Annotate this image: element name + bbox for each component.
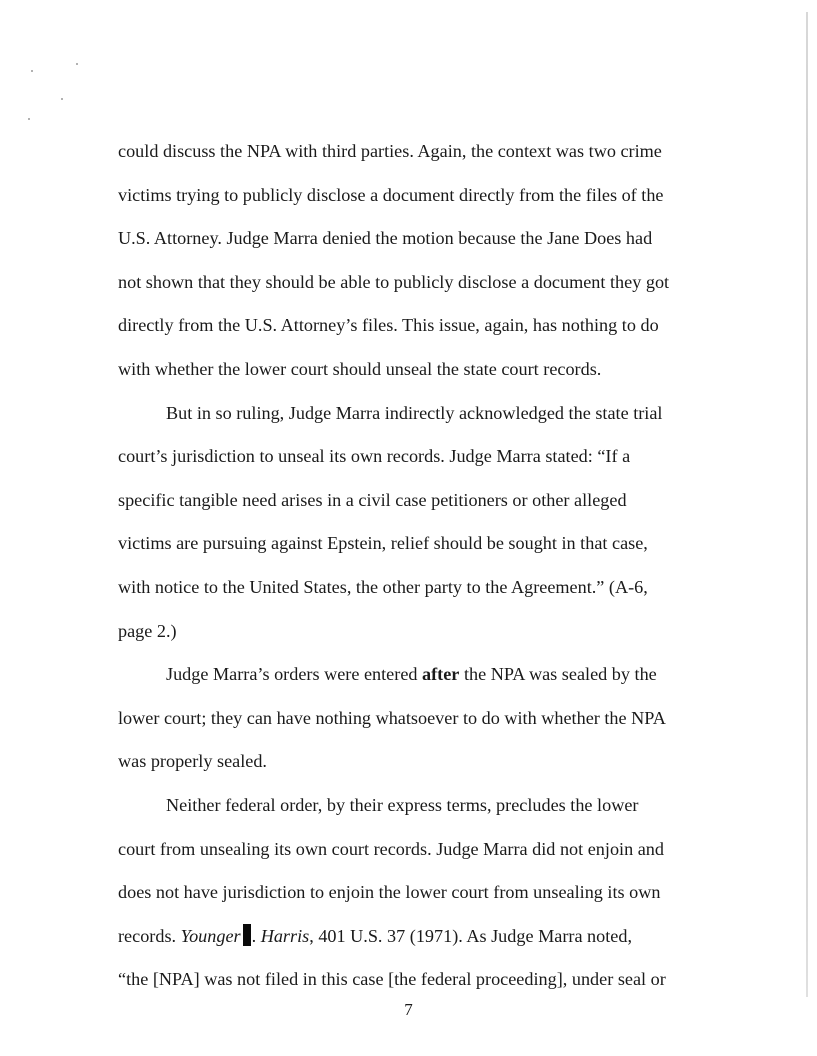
text-line <box>118 915 738 959</box>
text-line: lower court; they can have nothing whatsoever to do with whether the NPA <box>118 707 666 728</box>
text-line: was properly sealed. <box>118 751 267 772</box>
text-run: , 401 U.S. 37 (1971). As Judge Marra noted, <box>309 925 633 946</box>
text-line: does not have jurisdiction to enjoin the lower court from unsealing its own <box>118 882 661 903</box>
text-line: with whether the lower court should unseal the state court records. <box>118 358 602 379</box>
text-line: court from unsealing its own court records. Judge Marra did not enjoin and <box>118 838 664 859</box>
text-line: court’s jurisdiction to unseal its own records. Judge Marra stated: “If a <box>118 446 631 467</box>
text-line: with notice to the United States, the other party to the Agreement.” (A-6, <box>118 576 648 597</box>
text-line: victims are pursuing against Epstein, relief should be sought in that case, <box>118 533 648 554</box>
text-run: Judge Marra’s orders were entered <box>166 664 423 685</box>
text-line <box>118 653 738 697</box>
page-number: 7 <box>404 1000 413 1019</box>
scan-speck <box>31 70 33 72</box>
case-name-younger: Younger <box>180 925 241 946</box>
scan-speck <box>28 118 30 120</box>
text-line: directly from the U.S. Attorney’s files. This issue, again, has nothing to do <box>118 315 659 336</box>
text-line: not shown that they should be able to publicly disclose a document they got <box>118 271 670 292</box>
text-line: “the [NPA] was not filed in this case [the federal proceeding], under seal or <box>118 969 666 990</box>
text-line: But in so ruling, Judge Marra indirectly acknowledged the state trial <box>166 402 663 423</box>
text-run: the NPA was sealed by the <box>459 664 657 685</box>
text-run: . <box>251 925 261 946</box>
text-line: specific tangible need arises in a civil case petitioners or other alleged <box>118 489 627 510</box>
case-name-harris: Harris <box>260 925 310 946</box>
redaction-bar <box>243 924 251 946</box>
text-line: could discuss the NPA with third parties. Again, the context was two crime <box>118 141 662 161</box>
text-line: Neither federal order, by their express terms, precludes the lower <box>166 794 639 815</box>
text-line: victims trying to publicly disclose a document directly from the files of the <box>118 184 664 205</box>
body-text <box>118 130 738 1002</box>
text-run: records. <box>118 925 181 946</box>
text-line: page 2.) <box>118 620 177 641</box>
scan-edge-line <box>806 12 808 997</box>
text-line: U.S. Attorney. Judge Marra denied the motion because the Jane Does had <box>118 228 653 249</box>
scan-speck <box>61 98 63 100</box>
emphasis-after: after <box>422 664 460 685</box>
scan-speck <box>76 63 78 65</box>
